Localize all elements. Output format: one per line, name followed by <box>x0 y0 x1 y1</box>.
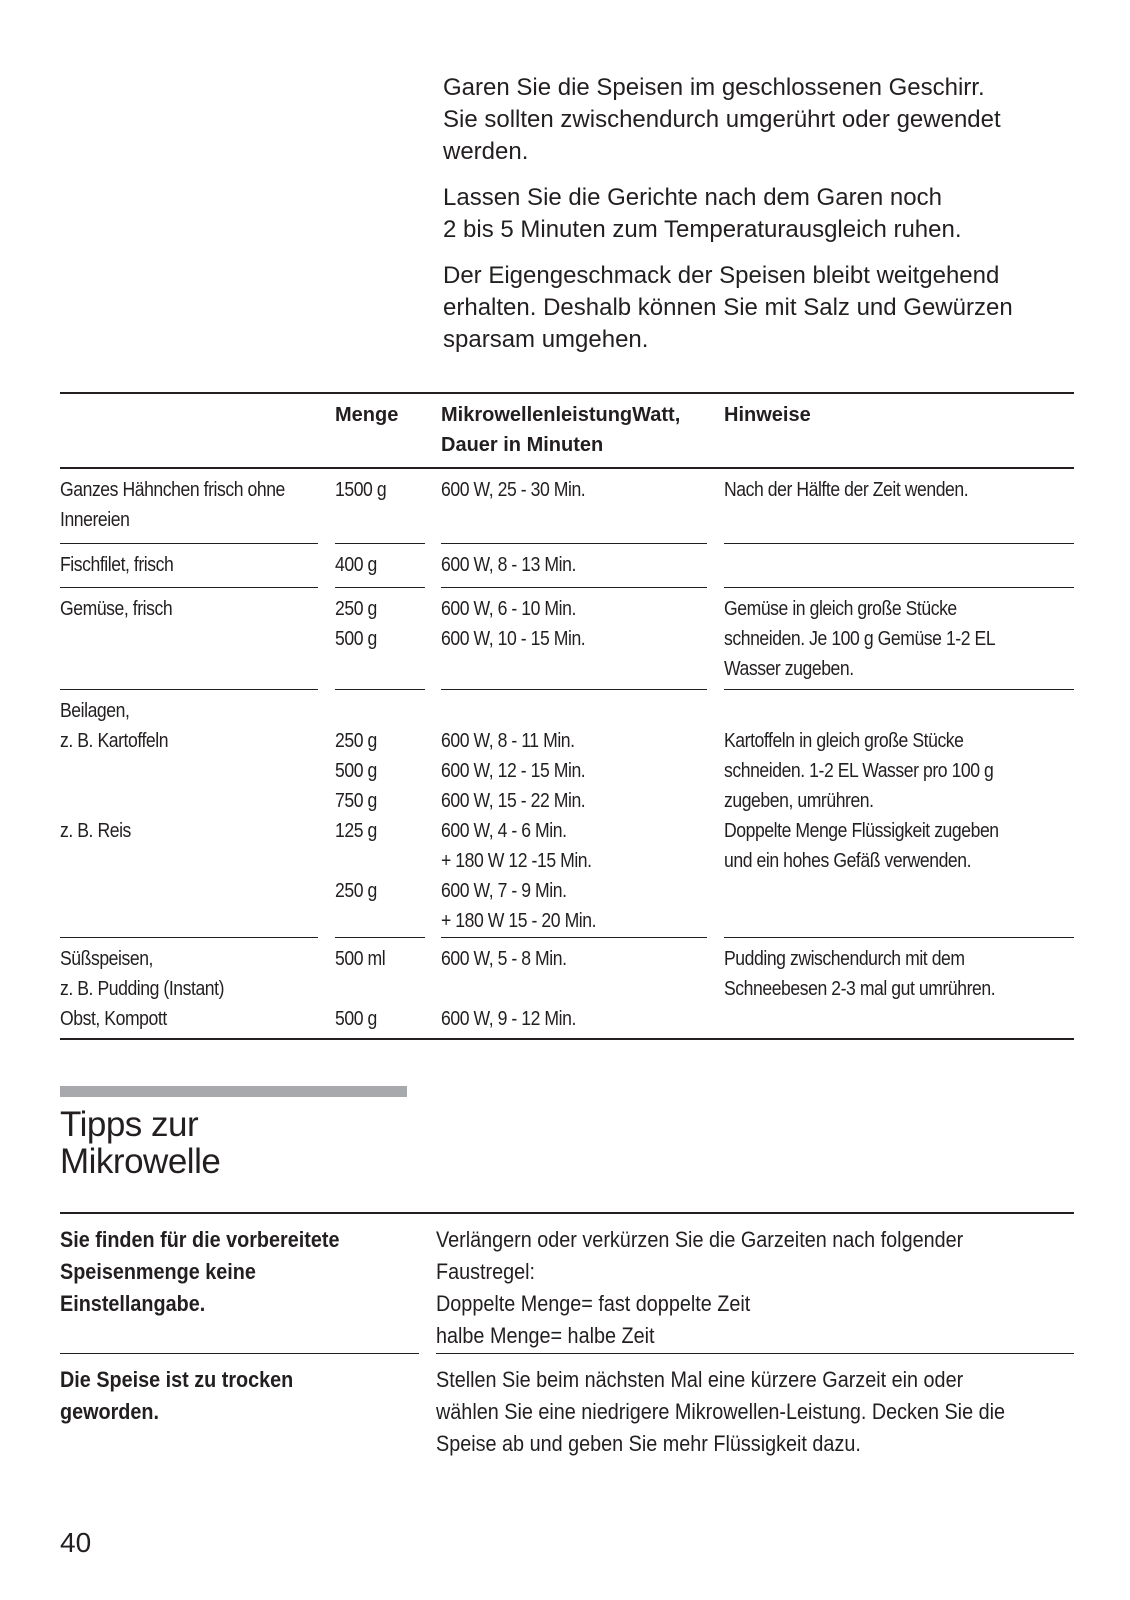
menge-cell: 250 g 500 g 750 g 125 g 250 g <box>335 690 425 938</box>
page-number: 40 <box>60 1527 92 1558</box>
section-accent-bar <box>60 1086 407 1097</box>
hinweise-cell <box>724 544 1074 588</box>
leistung-cell: 600 W, 5 - 8 Min. 600 W, 9 - 12 Min. <box>441 948 576 1030</box>
leistung-cell: 600 W, 8 - 13 Min. <box>441 544 707 588</box>
leistung-cell: 600 W, 8 - 11 Min. 600 W, 12 - 15 Min. 600 W, 15 - 22 Min. 600 W, 4 - 6 Min. + 180 W 12 -15 Min. 600 W, 7 - 9 Min. + 180 W 15 - 20 Min. <box>441 690 707 938</box>
tip-question: Sie finden für die vorbereitete Speisenmenge keine Einstellangabe. <box>60 1227 340 1316</box>
header-hinweise: Hinweise <box>724 404 811 426</box>
header-leistung: MikrowellenleistungWatt, Dauer in Minuten <box>441 404 681 456</box>
food-cell: Süßspeisen, z. B. Pudding (Instant) Obst, Kompott <box>60 948 225 1030</box>
rule-row: halbe Menge= halbe Zeit <box>436 1323 655 1348</box>
table-header <box>60 394 1074 469</box>
food-cell: Fischfilet, frisch <box>60 544 318 588</box>
tip-row <box>60 1214 1074 1354</box>
table-body <box>60 469 1074 1038</box>
leistung-cell: 600 W, 25 - 30 Min. <box>441 469 707 544</box>
tip-question: Die Speise ist zu trocken geworden. <box>60 1367 294 1424</box>
menge-cell: 1500 g <box>335 469 425 544</box>
hinweise-cell: Pudding zwischendurch mit dem Schneebesen 2-3 mal gut umrühren. <box>724 948 996 1000</box>
table-row <box>60 544 1074 588</box>
hinweise-cell: Kartoffeln in gleich große Stücke schneiden. 1-2 EL Wasser pro 100 g zugeben, umrühren. Doppelte Menge Flüssigkeit zugeben und ein hohes Gefäß verwenden. <box>724 690 1074 938</box>
intro-paragraph-1: Garen Sie die Speisen im geschlossenen Geschirr. Sie sollten zwischendurch umgerührt oder gewendet werden. <box>443 74 1001 165</box>
table-bottom-rule <box>60 1038 1074 1040</box>
food-cell: Ganzes Hähnchen frisch ohne Innereien <box>60 469 318 544</box>
hinweise-cell: Gemüse in gleich große Stücke schneiden. Je 100 g Gemüse 1-2 EL Wasser zugeben. <box>724 588 1074 690</box>
cooking-table <box>60 392 1074 1040</box>
hinweise-cell: Nach der Hälfte der Zeit wenden. <box>724 469 1074 544</box>
menge-cell: 250 g 500 g <box>335 588 425 690</box>
menge-cell: 400 g <box>335 544 425 588</box>
table-row <box>60 690 1074 938</box>
section-title: Tipps zur Mikrowelle <box>60 1105 221 1181</box>
tip-answer: Stellen Sie beim nächsten Mal eine kürzere Garzeit ein oder wählen Sie eine niedrigere Mikrowellen-Leistung. Decken Sie die Speise ab und geben Sie mehr Flüssigkeit dazu. <box>436 1367 1006 1456</box>
intro-text <box>443 72 1083 370</box>
tip-row <box>60 1354 1074 1464</box>
header-menge: Menge <box>335 404 399 426</box>
intro-paragraph-2: Lassen Sie die Gerichte nach dem Garen noch 2 bis 5 Minuten zum Temperaturausgleich ruhen. <box>443 184 962 243</box>
leistung-cell: 600 W, 6 - 10 Min. 600 W, 10 - 15 Min. <box>441 588 707 690</box>
intro-paragraph-3: Der Eigengeschmack der Speisen bleibt weitgehend erhalten. Deshalb können Sie mit Salz und Gewürzen sparsam umgehen. <box>443 262 1013 353</box>
menge-cell: 500 ml 500 g <box>335 948 386 1030</box>
food-cell: Beilagen, z. B. Kartoffeln z. B. Reis <box>60 690 318 938</box>
rule-row: Doppelte Menge= fast doppelte Zeit <box>436 1291 751 1316</box>
food-cell: Gemüse, frisch <box>60 588 318 690</box>
table-row <box>60 938 1074 1038</box>
tip-answer: Verlängern oder verkürzen Sie die Garzeiten nach folgender Faustregel: Doppelte Menge= fast doppelte Zeit halbe Menge= halbe Zeit <box>436 1214 1074 1352</box>
table-row <box>60 588 1074 690</box>
tips-table <box>60 1212 1074 1464</box>
table-row <box>60 469 1074 544</box>
